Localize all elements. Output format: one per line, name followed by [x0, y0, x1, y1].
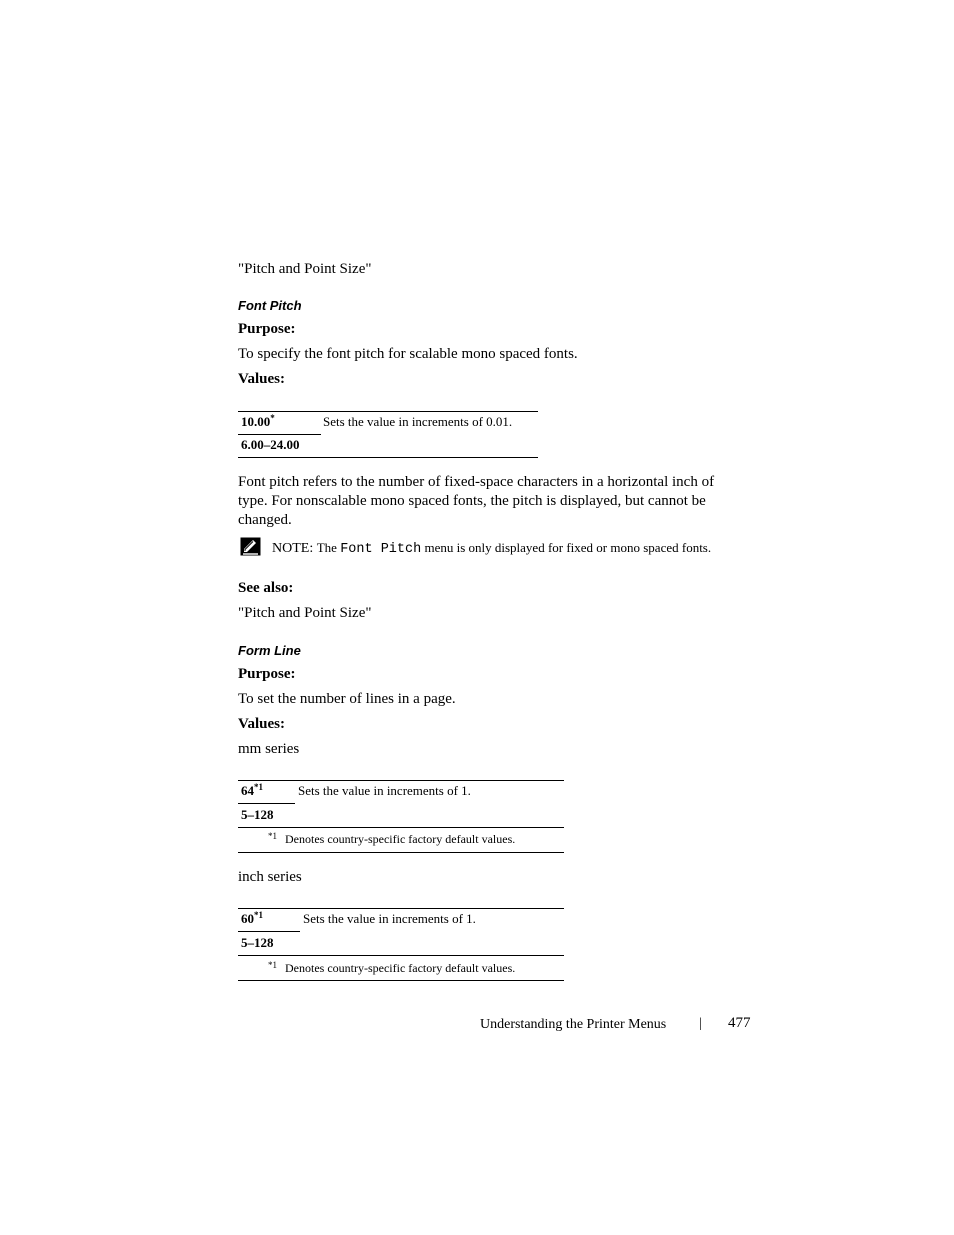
page-number: 477 — [728, 1015, 751, 1031]
mm-default-description: Sets the value in increments of 1. — [298, 783, 471, 798]
see-also-link-top[interactable]: "Pitch and Point Size" — [238, 261, 372, 277]
font-pitch-see-also-label: See also: — [238, 580, 294, 596]
note-code: Font Pitch — [340, 542, 422, 557]
form-line-purpose-text: To set the number of lines in a page. — [238, 691, 456, 707]
table-rule — [238, 411, 538, 412]
font-pitch-heading: Font Pitch — [238, 298, 302, 313]
mm-footnote: $^{*1}$ Denotes country-specific factory default values. — [268, 831, 516, 846]
footer-section-title: Understanding the Printer Menus — [480, 1017, 667, 1032]
footer-separator: | — [699, 1016, 702, 1031]
inch-footnote: $^{*1}$ Denotes country-specific factory default values. — [268, 960, 516, 975]
table-rule — [238, 955, 564, 956]
note-text-before: The — [316, 540, 341, 555]
table-rule — [238, 852, 564, 853]
table-rule — [238, 780, 564, 781]
font-pitch-purpose-text: To specify the font pitch for scalable mono spaced fonts. — [238, 346, 578, 362]
form-line-purpose-label: Purpose: — [238, 666, 296, 682]
table-rule — [238, 931, 300, 932]
form-line-heading: Form Line — [238, 643, 301, 658]
font-pitch-default-value: 10.00* — [241, 413, 275, 429]
font-pitch-range: 6.00–24.00 — [241, 437, 300, 452]
font-pitch-default-description: Sets the value in increments of 0.01. — [323, 414, 513, 429]
table-rule — [238, 908, 564, 909]
form-line-values-label: Values: — [238, 716, 285, 732]
inch-default-description: Sets the value in increments of 1. — [303, 911, 476, 926]
font-pitch-values-label: Values: — [238, 371, 285, 387]
inch-series-label: inch series — [238, 869, 302, 885]
mm-series-label: mm series — [238, 741, 300, 757]
note-prefix: NOTE: — [272, 541, 317, 556]
inch-range: 5–128 — [241, 935, 274, 950]
table-rule — [238, 457, 538, 458]
table-rule — [238, 980, 564, 981]
inch-default-value: 60$^{*1}$ — [241, 910, 263, 926]
mm-default-value: 64$^{*1}$ — [241, 782, 263, 798]
table-rule — [238, 803, 295, 804]
font-pitch-see-also-link[interactable]: "Pitch and Point Size" — [238, 605, 372, 621]
mm-range: 5–128 — [241, 807, 274, 822]
note-text — [272, 539, 742, 558]
table-rule — [238, 827, 564, 828]
note-pencil-icon — [240, 537, 262, 557]
note-text-after: menu is only displayed for fixed or mono spaced fonts. — [421, 540, 712, 555]
font-pitch-purpose-label: Purpose: — [238, 321, 296, 337]
font-pitch-description-paragraph: Font pitch refers to the number of fixed-space characters in a horizontal inch of type. For nonscalable mono spaced fonts, the pitch is displayed, but cannot be changed. — [238, 474, 715, 528]
table-rule — [238, 434, 321, 435]
